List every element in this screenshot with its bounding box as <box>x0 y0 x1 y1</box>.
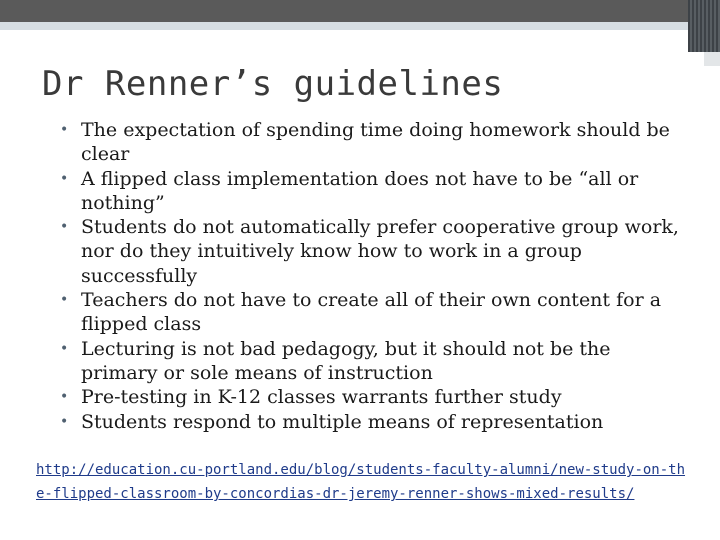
bullet-item <box>60 410 680 434</box>
top-decorative-bar <box>0 0 720 22</box>
bullet-item <box>60 118 680 167</box>
bullet-item <box>60 385 680 409</box>
bullet-icon: • <box>60 219 69 236</box>
bullet-text: Lecturing is not bad pedagogy, but it should not be the primary or sole means of instruction <box>81 337 611 384</box>
bullet-icon: • <box>60 292 69 309</box>
top-decorative-band <box>0 22 720 30</box>
corner-accent <box>704 52 720 66</box>
bullet-icon: • <box>60 340 69 357</box>
bullet-item <box>60 215 680 288</box>
bullet-item <box>60 167 680 216</box>
bullet-text: The expectation of spending time doing homework should be clear <box>81 119 670 166</box>
bullet-icon: • <box>60 389 69 406</box>
bullet-list <box>60 118 680 434</box>
bullet-text: A flipped class implementation does not have to be “all or nothing” <box>81 167 639 214</box>
bullet-icon: • <box>60 413 69 430</box>
bullet-text: Students respond to multiple means of representation <box>81 410 604 433</box>
slide-title: Dr Renner’s guidelines <box>42 64 504 104</box>
bullet-text: Teachers do not have to create all of their own content for a flipped class <box>81 289 662 336</box>
source-link[interactable]: http://education.cu-portland.edu/blog/students-faculty-alumni/new-study-on-the-flipped-classroom-by-concordias-dr-jeremy-renner-shows-mixed-results/ <box>36 462 686 502</box>
bullet-icon: • <box>60 122 69 138</box>
bullet-text: Pre-testing in K-12 classes warrants further study <box>81 386 562 409</box>
bullet-icon: • <box>60 170 69 187</box>
bullet-item <box>60 337 680 386</box>
bullet-text: Students do not automatically prefer cooperative group work, nor do they intuitively know how to work in a group successfully <box>81 216 679 287</box>
corner-stripes <box>688 0 720 52</box>
bullet-item <box>60 288 680 337</box>
